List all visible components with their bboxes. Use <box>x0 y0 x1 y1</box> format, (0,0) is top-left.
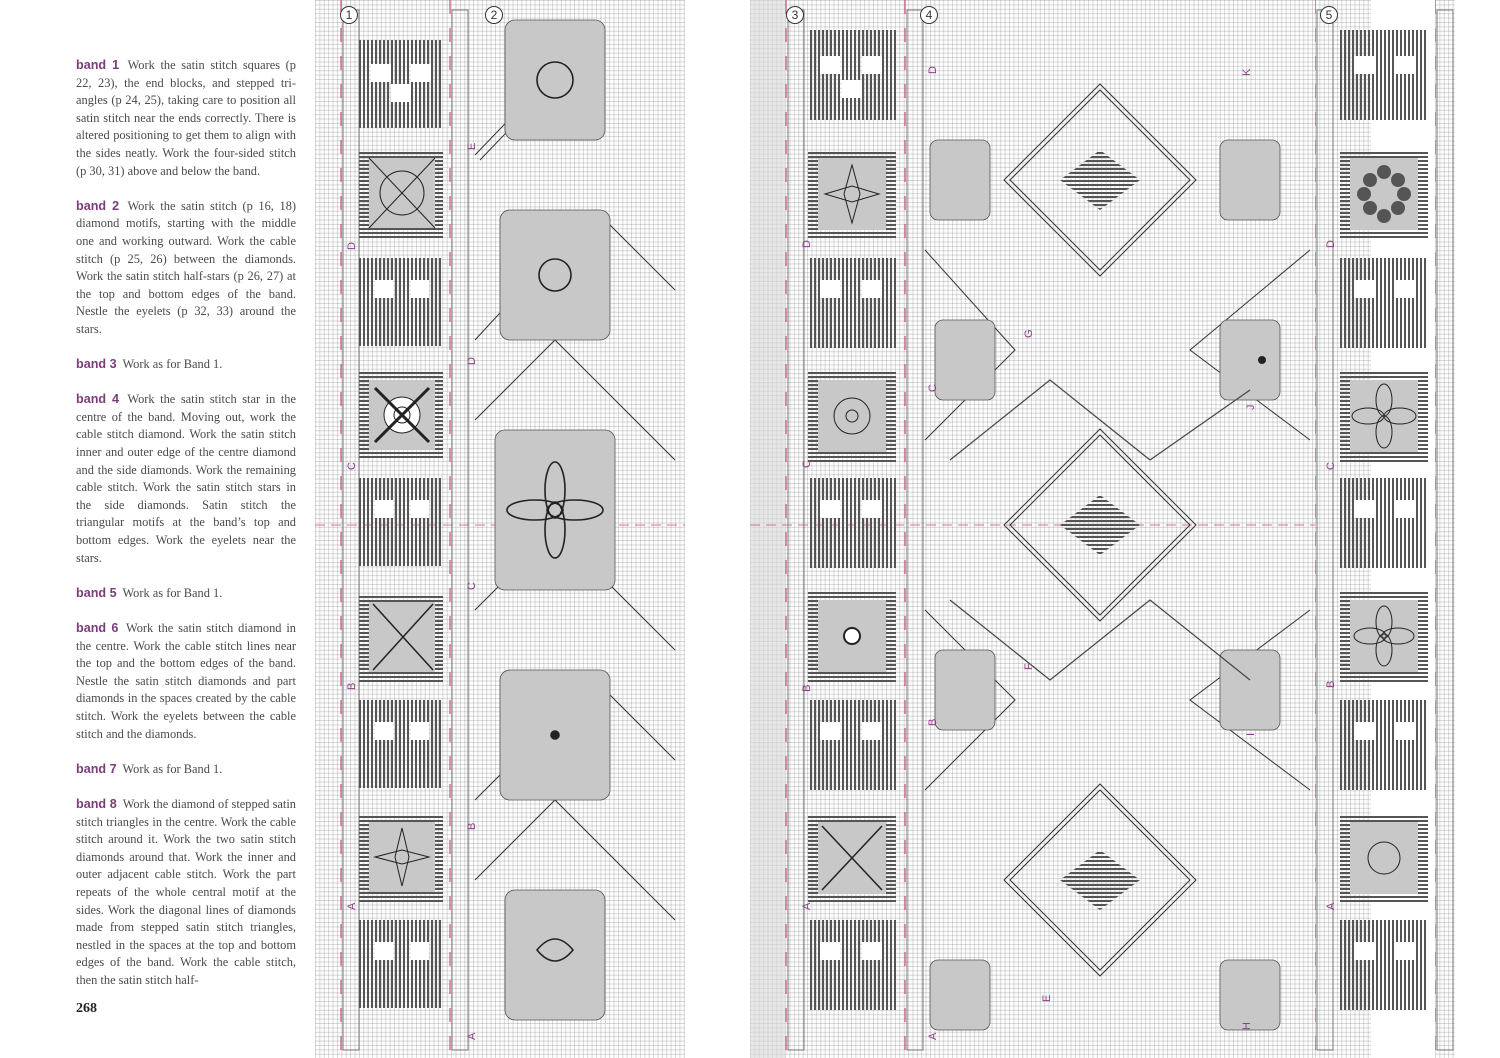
letter-C: C <box>466 582 478 590</box>
band-text: Work as for Band 1. <box>122 585 223 600</box>
band-4-paragraph <box>76 391 296 567</box>
band-2-paragraph <box>76 198 296 339</box>
band-text: Work the satin stitch (p 16, 18) diamond motifs, starting with the middle one and working outward. Work the cable stitch (p 25, 26) between the diamonds. Work the satin stitch half-stars (p 26, 27) at the top and bottom edges of the band. Nestle the eyelets (p 32, 33) around the stars. <box>76 198 297 336</box>
letter-C: C <box>801 460 813 468</box>
letter-H: H <box>1241 1022 1253 1030</box>
chart-drawing <box>1435 0 1455 1058</box>
letter-K: K <box>1241 68 1253 76</box>
band-text: Work the satin stitch star in the centre of the band. Moving out, work the cable stitch diamond. Work the satin stitch inner and outer edge of the centre diamond and the side diamonds. Work the remaining cable stitch. Work the satin stitch stars in the side diamonds. Satin stitch the triangular motifs at the band’s top and bottom edges. Work the eyelets near the stars. <box>76 392 296 565</box>
band-label: band 7 <box>76 761 117 776</box>
band-text: Work the satin stitch diamond in the centre. Work the cable stitch lines near the top and the bottom edges of the band. Nestle the satin stitch diamonds and part diamonds in the spaces created by the cable stitch. Work the eyelets between the cable stitch and the diamonds. <box>76 621 297 741</box>
chart-drawing <box>1320 0 1435 1058</box>
band-number-3: 3 <box>786 6 804 24</box>
band-8-paragraph <box>76 796 296 990</box>
letter-C: C <box>927 384 939 392</box>
band-text: Work as for Band 1. <box>122 761 223 776</box>
letter-I: I <box>1245 732 1257 736</box>
letter-F: F <box>1023 663 1035 670</box>
band-label: band 5 <box>76 585 117 600</box>
band-6-paragraph <box>76 620 296 743</box>
band-text: Work the satin stitch squares (p 22, 23), the end blocks, and stepped tri-angles (p 24, 25), taking care to position all satin stitch near the ends correctly. There is altered positioning to get them to align with the sides neatly. Work the four-sided stitch (p 30, 31) above and below the band. <box>76 58 297 178</box>
band-number-4: 4 <box>920 6 938 24</box>
band-5-motifs <box>1320 0 1435 1058</box>
letter-B: B <box>466 822 478 830</box>
letter-J: J <box>1245 404 1257 410</box>
instructions-column <box>76 57 296 1007</box>
band-text: Work the diamond of stepped satin stitch triangles in the centre. Work the cable stitch around it. Work the two satin stitch diamonds around that. Work the inner and outer adjacent cable stitch. Work the part repeats of the whole central motif at the sides. Work the diagonal lines of diamonds made from stepped satin stitch triangles, nestled in the spaces at the top and bottom edges of the band. Work the cable stitch, then the satin stitch half- <box>76 796 297 987</box>
band-label: band 8 <box>76 796 117 811</box>
band-number-2: 2 <box>485 6 503 24</box>
letter-B: B <box>927 718 939 726</box>
letter-B: B <box>346 682 358 690</box>
band-3-paragraph <box>76 356 296 374</box>
letter-B: B <box>801 684 813 692</box>
letter-B: B <box>1325 680 1337 688</box>
letter-D: D <box>346 242 358 250</box>
letter-A: A <box>1325 902 1337 910</box>
letter-D: D <box>466 357 478 365</box>
band-label: band 2 <box>76 198 120 213</box>
letter-G: G <box>1023 329 1035 338</box>
chart-drawing <box>750 0 1315 1058</box>
band-label: band 4 <box>76 392 120 407</box>
band-text: Work as for Band 1. <box>122 357 223 372</box>
letter-C: C <box>1325 462 1337 470</box>
band-label: band 3 <box>76 357 117 372</box>
letter-D: D <box>1325 240 1337 248</box>
band-label: band 6 <box>76 621 119 635</box>
letter-A: A <box>466 1032 478 1040</box>
letter-D: D <box>801 240 813 248</box>
band-1-paragraph <box>76 57 296 180</box>
band-5-paragraph <box>76 585 296 603</box>
chart-right-margin <box>1435 0 1455 1058</box>
page-number: 268 <box>76 1001 97 1016</box>
letter-D: D <box>927 66 939 74</box>
letter-E: E <box>1041 994 1053 1002</box>
chart-drawing <box>315 0 685 1058</box>
letter-C: C <box>346 462 358 470</box>
band-number-1: 1 <box>340 6 358 24</box>
stitch-chart-bands-3-4 <box>750 0 1315 1058</box>
band-label: band 1 <box>76 58 120 72</box>
band-number-5: 5 <box>1320 6 1338 24</box>
letter-A: A <box>346 902 358 910</box>
letter-E: E <box>466 142 478 150</box>
letter-A: A <box>801 902 813 910</box>
band-7-paragraph <box>76 761 296 779</box>
letter-A: A <box>927 1032 939 1040</box>
stitch-chart-bands-1-2 <box>315 0 685 1058</box>
